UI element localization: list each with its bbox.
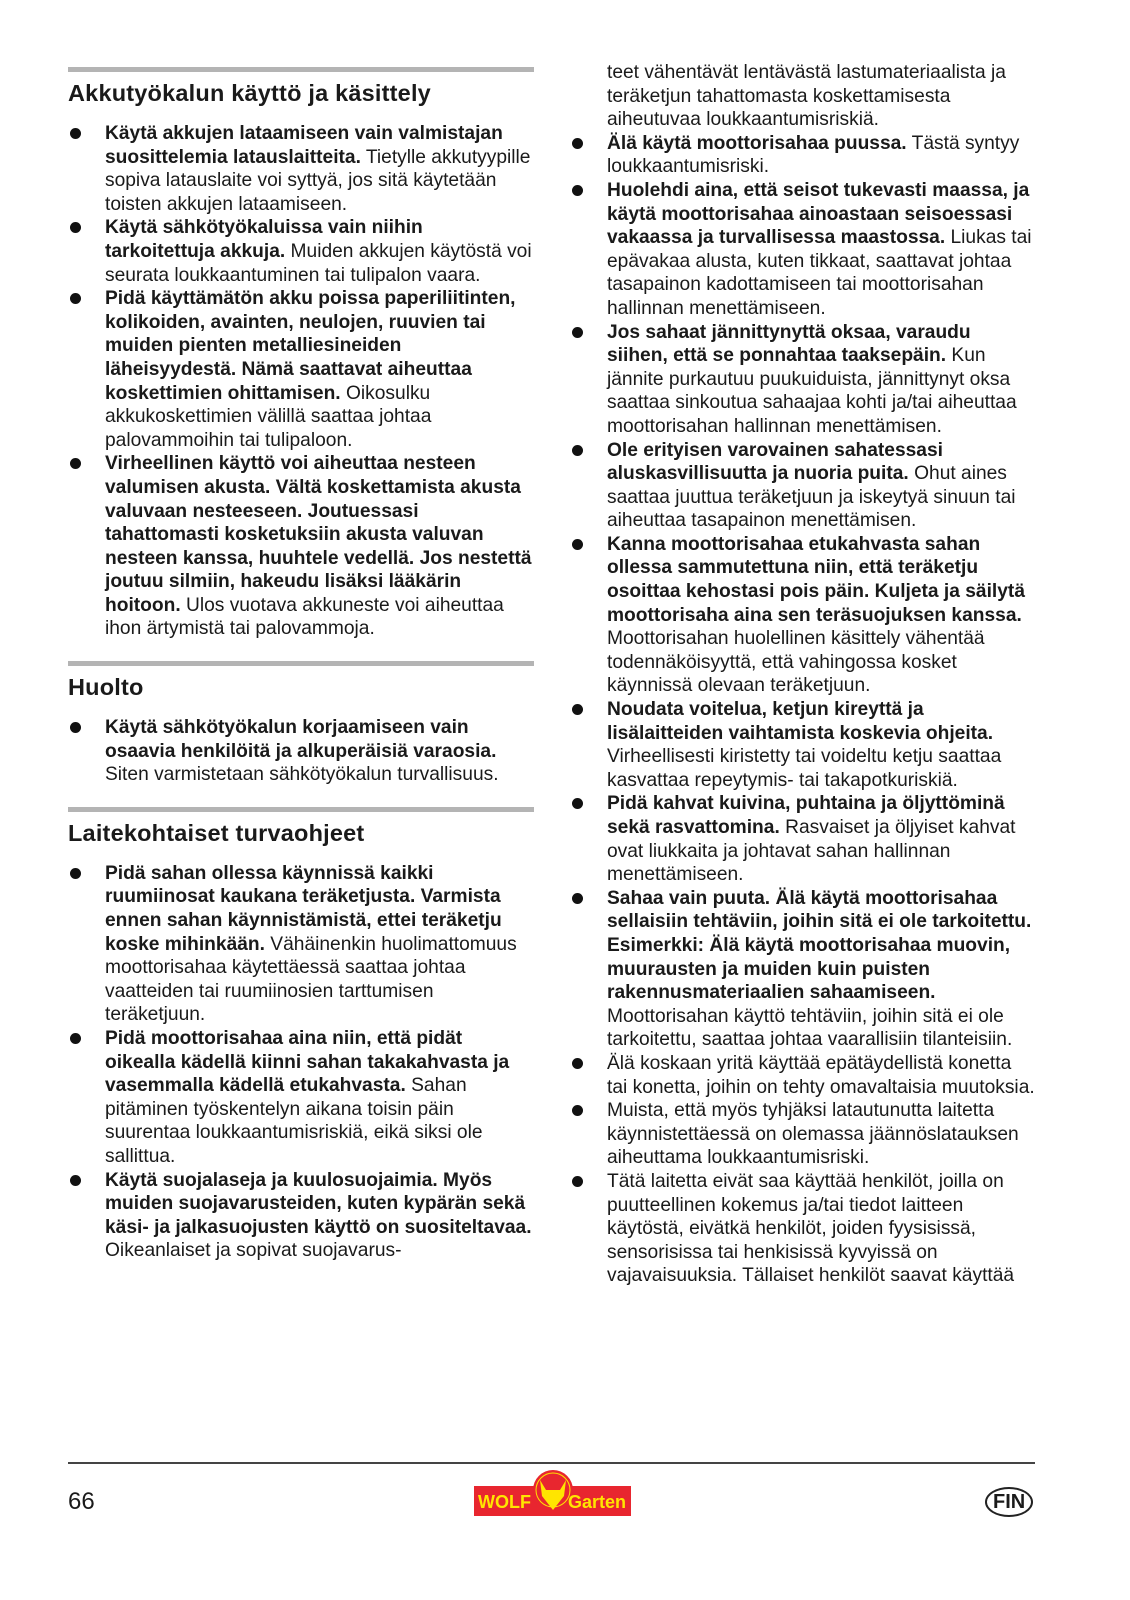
continued-paragraph: teet vähentävät lentävästä lastumateriaalista ja teräketjun tahattomasta koskettamisesta aiheutuvaa loukkaantumisriskiä.: [607, 62, 1006, 131]
bullet-icon: [572, 1058, 583, 1069]
explanation-text: Muiden akkujen käytöstä voi seurata loukkaantuminen tai tulipalon vaara.: [105, 240, 532, 286]
bullet-icon: [572, 185, 583, 196]
bullet-icon: [572, 704, 583, 715]
list-item: [570, 533, 1036, 698]
explanation-text: Tästä syntyy loukkaantumisriski.: [607, 132, 1020, 178]
bullet-list: [68, 862, 534, 1263]
bullet-icon: [70, 222, 81, 233]
explanation-text: Siten varmistetaan sähkötyökalun turvallisuus.: [105, 764, 499, 786]
section-divider: [68, 807, 534, 812]
page-number: 66: [68, 1488, 95, 1515]
svg-text:WOLF: WOLF: [478, 1492, 531, 1512]
bold-instruction: Pidä moottorisahaa aina niin, että pidät oikealla kädellä kiinni sahan takakahvasta ja vasemmalla kädellä etukahvasta.: [105, 1028, 510, 1097]
bold-instruction: Pidä käyttämätön akku poissa paperiliitinten, kolikoiden, avainten, neulojen, ruuvien tai muiden pienten metalliesineiden läheisyydestä. Nämä saattavat aiheuttaa koskettimien ohittamisen.: [105, 288, 516, 404]
section-divider: [68, 661, 534, 666]
list-item: [570, 179, 1036, 321]
explanation-text: Ulos vuotava akkuneste voi aiheuttaa ihon ärtymistä tai palovammoja.: [105, 594, 504, 640]
explanation-text: Oikeanlaiset ja sopivat suojavarus-: [105, 1240, 402, 1262]
bold-instruction: Sahaa vain puuta. Älä käytä moottorisahaa sellaisiin tehtäviin, joihin sitä ei ole tarkoitettu. Esimerkki: Älä käytä moottorisahaa muovin, muurausten ja muiden kuin puisten rakennusmateriaalien sahaamiseen.: [607, 887, 1032, 1004]
explanation-text: Vähäinenkin huolimattomuus moottorisahaa käytettäessä saattaa johtaa vaatteiden tai ruumiinosien tarttumisen teräketjuun.: [105, 933, 517, 1026]
bullet-icon: [572, 1105, 583, 1116]
explanation-text: Sahan pitäminen työskentelyn aikana toisin päin suurentaa loukkaantumisriskiä, eikä siksi ole sallittua.: [105, 1075, 483, 1167]
list-item: [570, 1170, 1036, 1288]
bold-instruction: Pidä kahvat kuivina, puhtaina ja öljyttöminä sekä rasvattomina.: [607, 793, 1005, 838]
bold-instruction: Kanna moottorisahaa etukahvasta sahan ollessa sammutettuna niin, että teräketju osoittaa kehostasi pois päin. Kuljeta ja säilytä moottorisaha aina sen teräsuojuksen kanssa.: [607, 533, 1025, 626]
bullet-icon: [70, 868, 81, 879]
list-item: [68, 287, 534, 452]
section-title: Laitekohtaiset turvaohjeet: [68, 819, 365, 846]
bullet-icon: [70, 458, 81, 469]
section-divider: [68, 67, 534, 72]
bold-instruction: Huolehdi aina, että seisot tukevasti maassa, ja käytä moottorisahaa ainoastaan seisoessasi vakaassa ja turvallisessa maastossa.: [607, 179, 1030, 249]
bullet-icon: [70, 1175, 81, 1186]
bullet-list: [68, 122, 534, 641]
explanation-text: Moottorisahan käyttö tehtäviin, joihin sitä ei ole tarkoitettu, saattaa johtaa vaarallisiin tilanteisiin.: [607, 1005, 1013, 1051]
list-item: [570, 1099, 1036, 1170]
section-title: Akkutyökalun käyttö ja käsittely: [68, 80, 431, 106]
explanation-text: Tätä laitetta eivät saa käyttää henkilöt, joilla on puutteellinen kokemus ja/tai tiedot laitteen käytöstä, eivätkä henkilöt, joiden fyysisissä, sensorisissa tai henkisissä kyvyissä on vajavaisuuksia. Tällaiset henkilöt saavat käyttää: [607, 1170, 1015, 1287]
explanation-text: Oikosulku akkukoskettimien välillä saattaa johtaa palovammoihin tai tulipaloon.: [105, 382, 432, 451]
footer-divider: [68, 1462, 1035, 1464]
bullet-icon: [70, 293, 81, 304]
list-item: [68, 216, 534, 287]
bullet-icon: [70, 128, 81, 139]
explanation-text: Virheellisesti kiristetty tai voideltu ketju saattaa kasvattaa repeytymis- tai takapotkuriskiä.: [607, 746, 1002, 791]
bold-instruction: Käytä sähkötyökalun korjaamiseen vain osaavia henkilöitä ja alkuperäisiä varaosia.: [105, 717, 497, 762]
bold-instruction: Pidä sahan ollessa käynnissä kaikki ruumiinosat kaukana teräketjusta. Varmista ennen sahan käynnistämistä, ettei teräketju koske mihinkään.: [105, 862, 502, 955]
list-item: [68, 1027, 534, 1169]
language-badge: FIN: [985, 1487, 1033, 1517]
list-item: [68, 716, 534, 787]
bold-instruction: Älä käytä moottorisahaa puussa.: [607, 132, 907, 154]
bold-instruction: Virheellinen käyttö voi aiheuttaa nesteen valumisen akusta. Vältä koskettamista akusta valuvaan nesteeseen. Joutuessasi tahattomasti kosketuksiin akusta valuvan nesteen kanssa, huuhtele vedellä. Jos nestettä joutuu silmiin, hakeudu lisäksi lääkärin hoitoon.: [105, 453, 532, 616]
wolf-garten-logo: [474, 1470, 631, 1516]
list-item: [68, 122, 534, 216]
explanation-text: Ohut aines saattaa juuttua teräketjuun ja iskeytyä sinuun tai aiheuttaa tasapainon menettämisen.: [607, 463, 1016, 532]
bold-instruction: Jos sahaat jännittynyttä oksaa, varaudu siihen, että se ponnahtaa taaksepäin.: [607, 321, 971, 367]
list-item: [570, 439, 1036, 533]
bullet-icon: [70, 722, 81, 733]
bullet-list: [570, 132, 1036, 1288]
bold-instruction: Käytä suojalaseja ja kuulosuojaimia. Myös muiden suojavarusteiden, kuten kypärän sekä käsi- ja jalkasuojusten käyttö on suositeltavaa.: [105, 1169, 532, 1238]
bullet-icon: [572, 1176, 583, 1187]
list-item: [570, 321, 1036, 439]
list-item: [68, 452, 534, 641]
section-battery-tool: [68, 67, 534, 641]
bullet-icon: [572, 445, 583, 456]
bullet-icon: [572, 138, 583, 149]
explanation-text: Muista, että myös tyhjäksi latautunutta laitetta käynnistettäessä on olemassa jäännöslatauksen aiheuttama loukkaantumisriski.: [607, 1100, 1019, 1169]
explanation-text: Rasvaiset ja öljyiset kahvat ovat liukkaita ja johtavat sahan hallinnan menettämiseen.: [607, 817, 1016, 886]
bullet-icon: [70, 1033, 81, 1044]
list-item: [570, 887, 1036, 1052]
bold-instruction: Noudata voitelua, ketjun kireyttä ja lisälaitteiden vaihtamista koskevia ohjeita.: [607, 699, 994, 744]
explanation-text: Moottorisahan huolellinen käsittely vähentää todennäköisyyttä, että vahingossa kosket käynnissä olevaan teräketjuun.: [607, 628, 985, 697]
bullet-icon: [572, 539, 583, 550]
explanation-text: Tietylle akkutyypille sopiva latauslaite voi syttyä, jos sitä käytetään toisten akkujen lataamiseen.: [105, 146, 531, 215]
svg-text:Garten: Garten: [568, 1492, 627, 1512]
bold-instruction: Ole erityisen varovainen sahatessasi aluskasvillisuutta ja nuoria puita.: [607, 439, 943, 485]
bullet-icon: [572, 893, 583, 904]
list-item: [570, 1052, 1036, 1099]
list-item: [68, 1169, 534, 1263]
left-column: [68, 0, 534, 1263]
explanation-text: Liukas tai epävakaa alusta, kuten tikkaat, saattavat johtaa tasapainon kadottamiseen tai moottorisahan hallinnan menettämiseen.: [607, 227, 1032, 319]
list-item: [68, 862, 534, 1027]
explanation-text: Kun jännite purkautuu puukuiduista, jännittynyt oksa saattaa sinkoutua sahaajaa kohti ja/tai aiheuttaa moottorisahan hallinnan menettämisen.: [607, 345, 1017, 437]
section-device-safety: [68, 807, 534, 1263]
section-title: Huolto: [68, 674, 144, 701]
list-item: [570, 698, 1036, 792]
right-column: [570, 61, 1036, 1288]
explanation-text: Älä koskaan yritä käyttää epätäydellistä konetta tai konetta, joihin on tehty omavaltaisia muutoksia.: [607, 1052, 1035, 1098]
bold-instruction: Käytä akkujen lataamiseen vain valmistajan suosittelemia latauslaitteita.: [105, 123, 503, 168]
bullet-icon: [572, 798, 583, 809]
bullet-list: [68, 716, 534, 787]
list-item: [570, 792, 1036, 886]
bold-instruction: Käytä sähkötyökaluissa vain niihin tarkoitettuja akkuja.: [105, 217, 423, 262]
bullet-icon: [572, 327, 583, 338]
list-item: [570, 132, 1036, 179]
section-service: [68, 661, 534, 787]
